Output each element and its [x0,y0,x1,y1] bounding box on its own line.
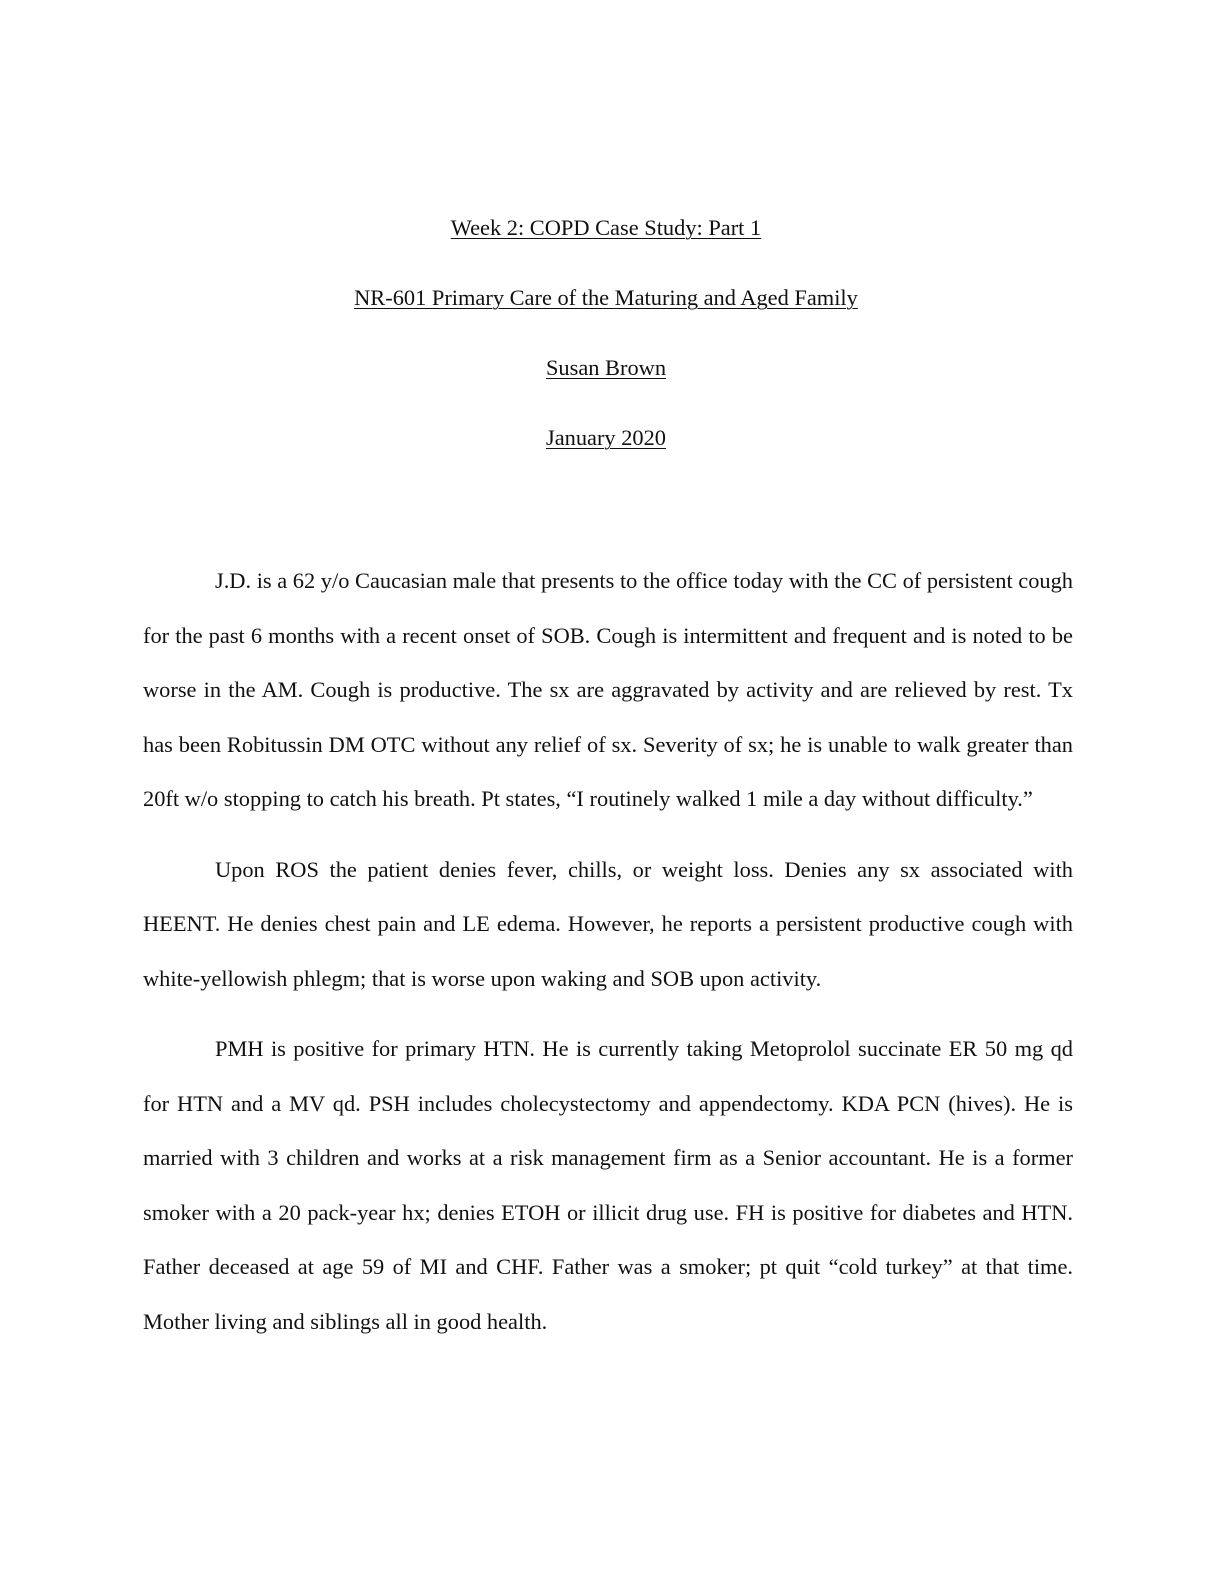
document-title-line [0,208,1212,278]
date-line [0,418,1212,488]
document-date: January 2020 [545,425,666,450]
course-line [0,278,1212,348]
title-block [0,208,1212,488]
paragraph-ros: Upon ROS the patient denies fever, chills, or weight loss. Denies any sx associated with HEENT. He denies chest pain and LE edema. However, he reports a persistent productive cough with white-yellowish phlegm; that is worse upon waking and SOB upon activity. [143,856,1073,991]
author-name: Susan Brown [545,355,667,380]
author-line [0,348,1212,418]
document-title: Week 2: COPD Case Study: Part 1 [450,215,762,240]
paragraph-hpi: J.D. is a 62 y/o Caucasian male that presents to the office today with the CC of persistent cough for the past 6 months with a recent onset of SOB. Cough is intermittent and frequent and is noted to be worse in the AM. Cough is productive. The sx are aggravated by activity and are relieved by rest. Tx has been Robitussin DM OTC without any relief of sx. Severity of sx; he is unable to walk greater than 20ft w/o stopping to catch his breath. Pt states, “I routinely walked 1 mile a day without difficulty.” [143,568,1073,811]
document-body [143,554,1073,1365]
course-name: NR-601 Primary Care of the Maturing and Aged Family [354,285,858,310]
paragraph-history: PMH is positive for primary HTN. He is currently taking Metoprolol succinate ER 50 mg qd for HTN and a MV qd. PSH includes cholecystectomy and appendectomy. KDA PCN (hives). He is married with 3 children and works at a risk management firm as a Senior accountant. He is a former smoker with a 20 pack-year hx; denies ETOH or illicit drug use. FH is positive for diabetes and HTN. Father deceased at age 59 of MI and CHF. Father was a smoker; pt quit “cold turkey” at that time. Mother living and siblings all in good health. [143,1036,1073,1334]
